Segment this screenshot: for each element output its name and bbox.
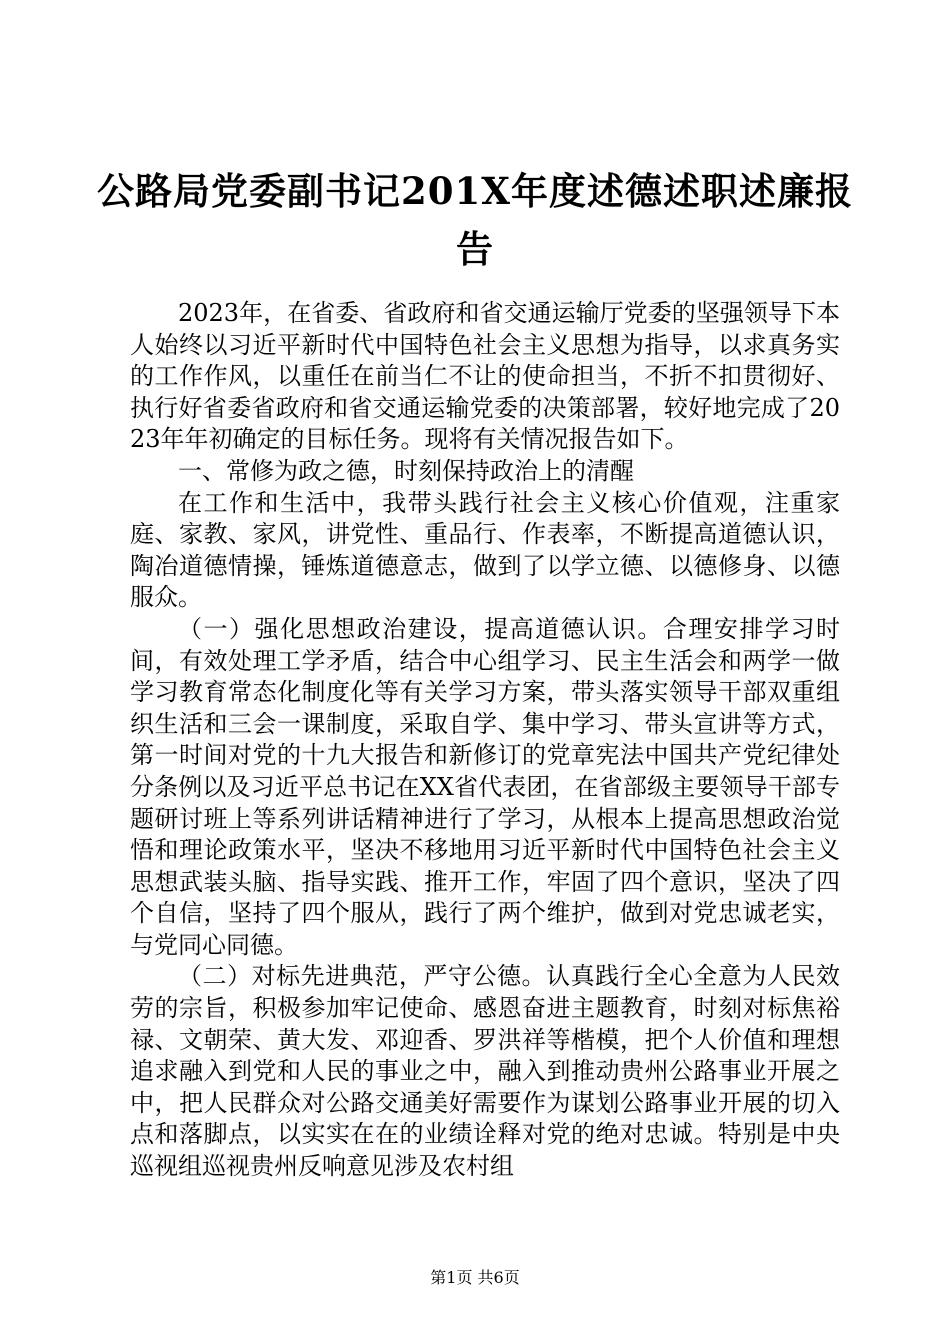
title-line-1: 公路局党委副书记201X年度述德述职述廉报 (97, 169, 853, 213)
document-body (130, 298, 840, 1183)
paragraph-subsection-2: （二）对标先进典范，严守公德。认真践行全心全意为人民效劳的宗旨，积极参加牢记使命、感恩奋进主题教育，时刻对标焦裕禄、文朝荣、黄大发、邓迎香、罗洪祥等楷模，把个人价值和理想追求融入到党和人民的事业之中，融入到推动贵州公路事业开展之中，把人民群众对公路交通美好需要作为谋划公路事业开展的切入点和落脚点，以实实在在的业绩诠释对党的绝对忠诚。特别是中央巡视组巡视贵州反响意见涉及农村组 (130, 962, 840, 1181)
page-footer: 第1页 共6页 (430, 1268, 520, 1287)
paragraph-subsection-1: （一）强化思想政治建设，提高道德认识。合理安排学习时间，有效处理工学矛盾，结合中心组学习、民主生活会和两学一做学习教育常态化制度化等有关学习方案，带头落实领导干部双重组织生活和三会一课制度，采取自学、集中学习、带头宣讲等方式，第一时间对党的十九大报告和新修订的党章宪法中国共产党纪律处分条例以及习近平总书记在XX省代表团，在省部级主要领导干部专题研讨班上等系列讲话精神进行了学习，从根本上提高思想政治觉悟和理论政策水平，坚决不移地用习近平新时代中国特色社会主义思想武装头脑、指导实践、推开工作，牢固了四个意识，坚决了四个自信，坚持了四个服从，践行了两个维护，做到对党忠诚老实，与党同心同德。 (130, 614, 840, 959)
section-heading-1: 一、常修为政之德，时刻保持政治上的清醒 (178, 456, 634, 485)
document-title (0, 162, 950, 278)
paragraph-section-1: 在工作和生活中，我带头践行社会主义核心价值观，注重家庭、家教、家风，讲党性、重品行、作表率，不断提高道德认识，陶冶道德情操，锤炼道德意志，做到了以学立德、以德修身、以德服众。 (130, 488, 840, 612)
paragraph-intro: 2023年，在省委、省政府和省交通运输厅党委的坚强领导下本人始终以习近平新时代中国特色社会主义思想为指导，以求真务实的工作作风，以重任在前当仁不让的使命担当，不折不扣贯彻好、执行好省委省政府和省交通运输党委的决策部署，较好地完成了2023年年初确定的目标任务。现将有关情况报告如下。 (130, 299, 840, 454)
title-line-2: 告 (456, 227, 494, 271)
